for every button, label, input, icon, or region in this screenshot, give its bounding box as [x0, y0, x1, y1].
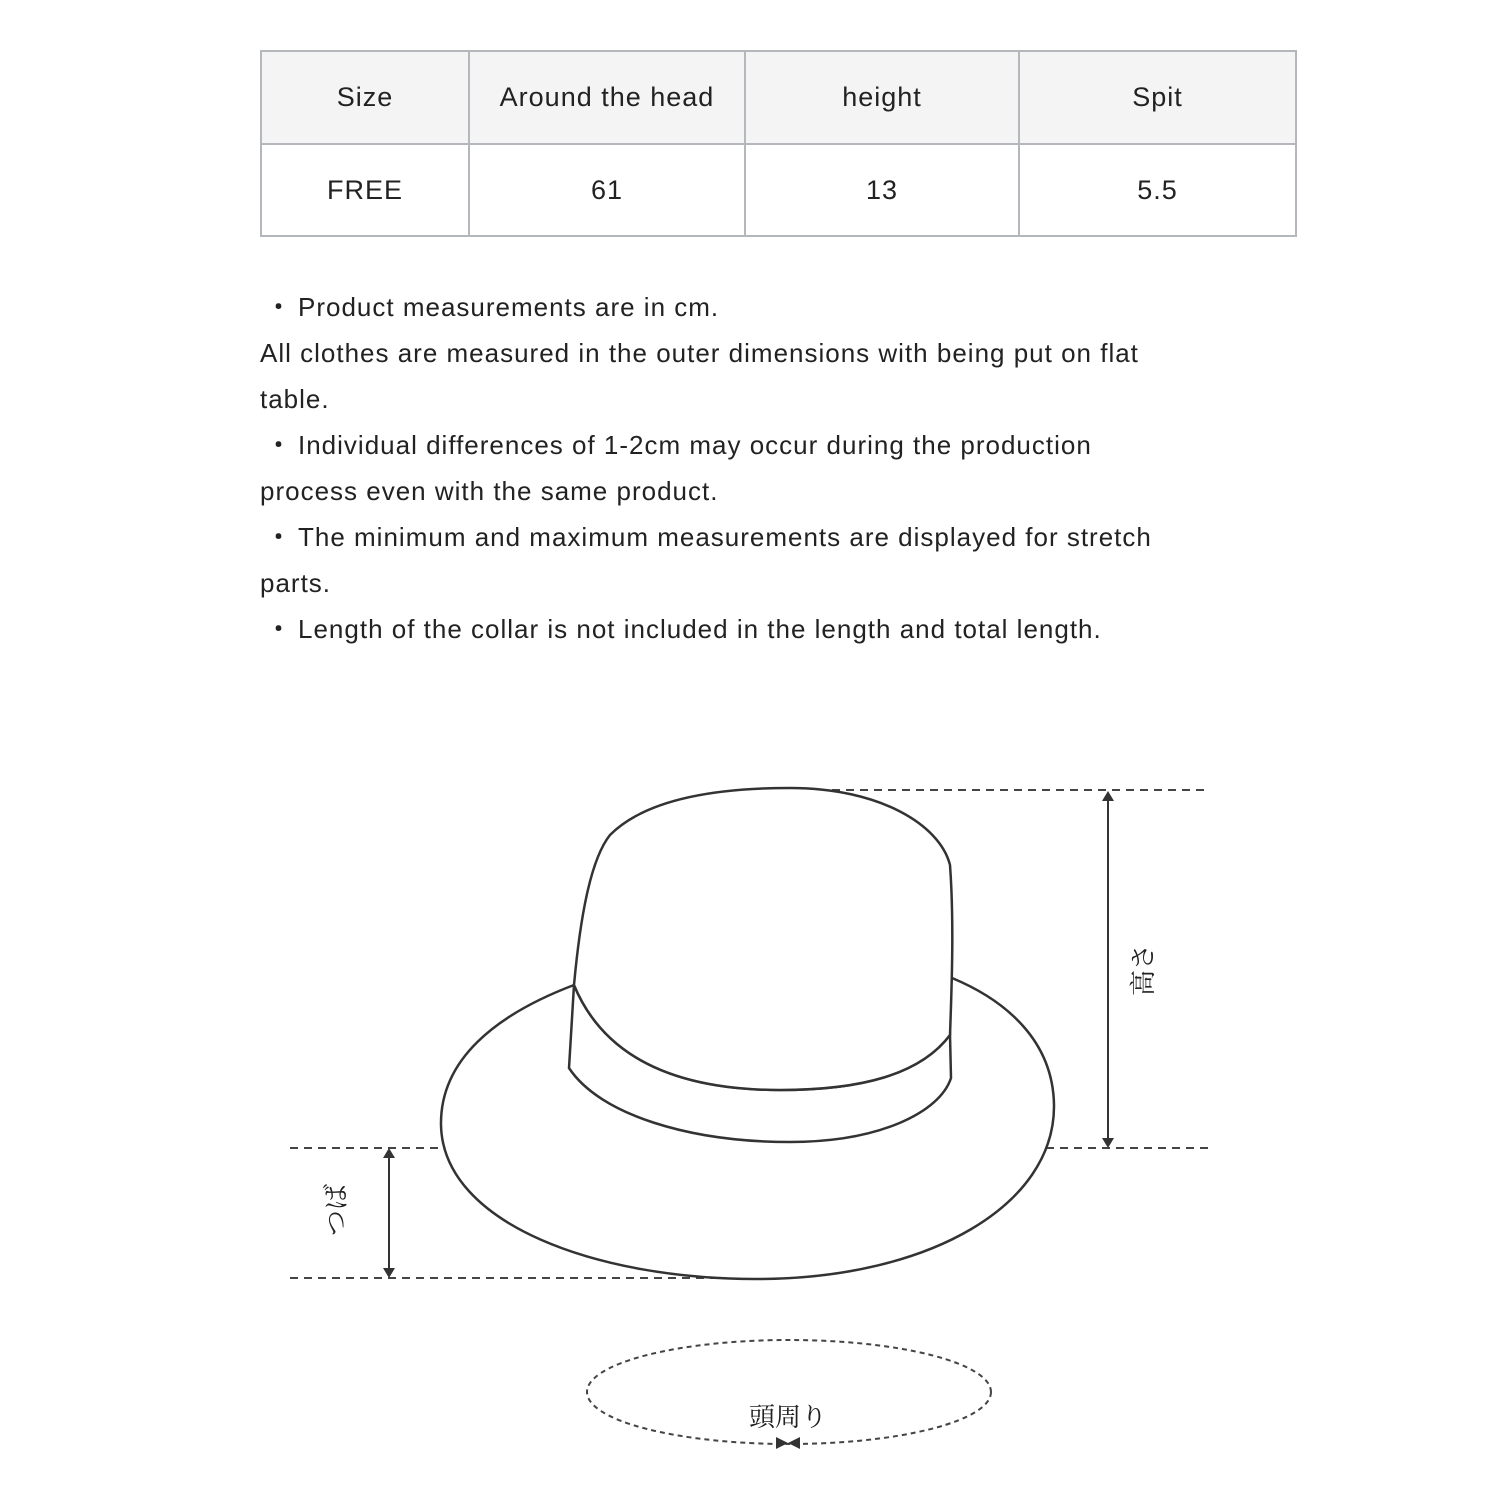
bullet-icon: ・ — [265, 614, 293, 644]
note-text: Individual differences of 1-2cm may occur during the production — [298, 430, 1092, 460]
header-spit: Spit — [1019, 51, 1296, 144]
bullet-icon: ・ — [265, 292, 293, 322]
brim-label: つば — [322, 1183, 352, 1237]
head-circumference-dimension — [587, 1340, 991, 1449]
note-text: Product measurements are in cm. — [298, 292, 720, 322]
header-height: height — [745, 51, 1019, 144]
bullet-icon: ・ — [265, 430, 293, 460]
note-text: parts. — [260, 568, 332, 598]
bullet-icon: ・ — [265, 522, 293, 552]
cell-spit-value: 5.5 — [1019, 144, 1296, 236]
height-label: 高さ — [1129, 943, 1159, 997]
cell-size-value: FREE — [261, 144, 469, 236]
header-size: Size — [261, 51, 469, 144]
brim-dimension — [322, 1153, 389, 1273]
note-text: table. — [260, 384, 330, 414]
header-around-the-head: Around the head — [469, 51, 745, 144]
note-text: process even with the same product. — [260, 476, 719, 506]
height-dimension — [1108, 796, 1159, 1143]
hat-icon — [441, 788, 1054, 1279]
head-circumference-marker-icon — [776, 1437, 800, 1449]
note-text: All clothes are measured in the outer dimensions with being put on flat — [260, 338, 1139, 368]
head-circumference-label: 頭周り — [748, 1403, 828, 1433]
note-text: The minimum and maximum measurements are displayed for stretch — [298, 522, 1152, 552]
note-text: Length of the collar is not included in the length and total length. — [298, 614, 1102, 644]
cell-around-the-head-value: 61 — [469, 144, 745, 236]
cell-height-value: 13 — [745, 144, 1019, 236]
hat-crown — [574, 788, 952, 1090]
